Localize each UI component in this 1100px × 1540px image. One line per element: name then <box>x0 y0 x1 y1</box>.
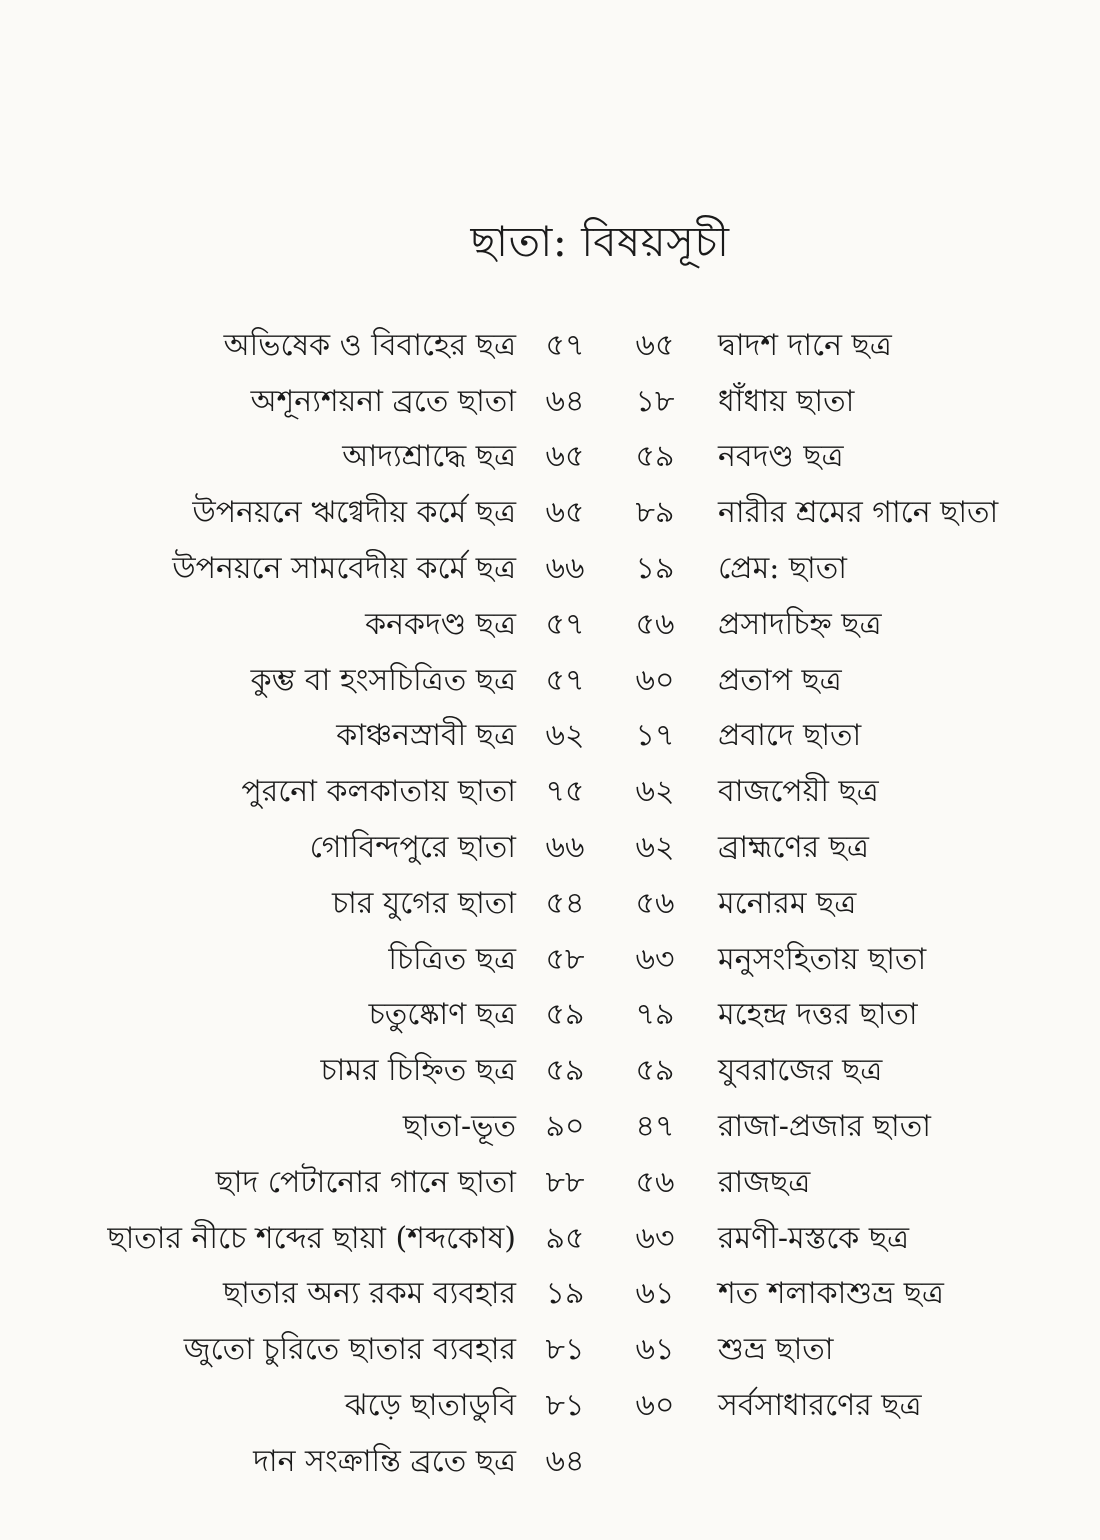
right-entry-title: প্রতাপ ছত্র <box>718 662 842 698</box>
left-entry-page: ৯০ <box>545 1109 585 1145</box>
right-entry-title: প্রসাদচিহ্ন ছত্র <box>718 606 882 642</box>
left-entry-title: পুরনো কলকাতায় ছাতা <box>241 774 516 810</box>
left-entry-page: ৫৭ <box>545 327 585 363</box>
right-entry-title: শুভ্র ছাতা <box>718 1332 834 1368</box>
right-entry-page: ৬২ <box>635 774 675 810</box>
left-entry-title: কুম্ভ বা হংসচিত্রিত ছত্র <box>250 662 516 698</box>
left-entry-page: ৮১ <box>545 1332 585 1368</box>
right-entry-page: ১৭ <box>635 718 675 754</box>
right-entry-title: যুবরাজের ছত্র <box>718 1053 883 1089</box>
right-entry-title: মহেন্দ্র দত্তর ছাতা <box>718 997 918 1033</box>
left-entry-title: ছাদ পেটানোর গানে ছাতা <box>215 1164 516 1200</box>
right-entry-title: ব্রাহ্মণের ছত্র <box>718 830 869 866</box>
right-entry-page: ৫৬ <box>635 885 675 921</box>
right-entry-page: ৬৩ <box>635 941 675 977</box>
left-entry-title: কনকদণ্ড ছত্র <box>365 606 516 642</box>
left-entry-title: উপনয়নে সামবেদীয় কর্মে ছত্র <box>172 551 516 587</box>
right-entry-title: নবদণ্ড ছত্র <box>718 439 844 475</box>
left-entry-title: উপনয়নে ঋগ্বেদীয় কর্মে ছত্র <box>192 495 516 531</box>
left-entry-page: ৬২ <box>545 718 585 754</box>
left-entry-title: গোবিন্দপুরে ছাতা <box>309 830 516 866</box>
left-entry-page: ৫৭ <box>545 662 585 698</box>
right-entry-title: শত শলাকাশুভ্র ছত্র <box>718 1276 944 1312</box>
left-entry-title: ছাতা-ভূত <box>402 1109 516 1145</box>
left-entry-title: ছাতার নীচে শব্দের ছায়া (শব্দকোষ) <box>107 1220 516 1256</box>
left-entry-title: চার যুগের ছাতা <box>331 885 516 921</box>
left-entry-page: ১৯ <box>545 1276 585 1312</box>
left-entry-title: দান সংক্রান্তি ব্রতে ছত্র <box>253 1443 516 1479</box>
right-entry-page: ৬২ <box>635 830 675 866</box>
right-entry-title: দ্বাদশ দানে ছত্র <box>718 327 892 363</box>
left-entry-page: ৬৫ <box>545 495 585 531</box>
left-entry-title: চিত্রিত ছত্র <box>388 941 516 977</box>
right-entry-page: ৮৯ <box>635 495 675 531</box>
left-entry-page: ৮৮ <box>545 1164 585 1200</box>
left-entry-title: জুতো চুরিতে ছাতার ব্যবহার <box>183 1332 516 1368</box>
left-entry-title: আদ্যশ্রাদ্ধে ছত্র <box>342 439 516 475</box>
left-entry-page: ৫৪ <box>545 885 585 921</box>
right-entry-title: ধাঁধায় ছাতা <box>718 383 855 419</box>
right-entry-title: নারীর শ্রমের গানে ছাতা <box>718 495 999 531</box>
right-entry-title: মনুসংহিতায় ছাতা <box>718 941 927 977</box>
left-entry-page: ৫৯ <box>545 997 585 1033</box>
right-entry-title: রমণী-মস্তকে ছত্র <box>718 1220 910 1256</box>
left-entry-title: চতুষ্কোণ ছত্র <box>368 997 516 1033</box>
right-entry-title: সর্বসাধারণের ছত্র <box>718 1388 922 1424</box>
left-entry-title: কাঞ্চনস্রাবী ছত্র <box>336 718 516 754</box>
left-entry-page: ৬৪ <box>545 1443 585 1479</box>
left-entry-page: ৭৫ <box>545 774 585 810</box>
left-entry-page: ৮১ <box>545 1388 585 1424</box>
left-entry-title: চামর চিহ্নিত ছত্র <box>320 1053 516 1089</box>
right-entry-title: বাজপেয়ী ছত্র <box>718 774 879 810</box>
left-entry-page: ৬৪ <box>545 383 585 419</box>
contents-index <box>0 318 1100 1490</box>
left-entry-title: অভিষেক ও বিবাহের ছত্র <box>223 327 516 363</box>
right-entry-page: ১৯ <box>635 551 675 587</box>
right-entry-page: ৬৩ <box>635 1220 675 1256</box>
right-entry-title: প্রবাদে ছাতা <box>718 718 862 754</box>
left-entry-page: ৬৬ <box>545 830 585 866</box>
left-entry-page: ৬৫ <box>545 439 585 475</box>
right-entry-title: প্রেম: ছাতা <box>718 551 847 587</box>
right-entry-page: ৫৯ <box>635 1053 675 1089</box>
right-entry-page: ৬১ <box>635 1276 675 1312</box>
right-entry-page: ৪৭ <box>635 1109 675 1145</box>
page-title: ছাতা: বিষয়সূচী <box>470 217 730 266</box>
right-entry-page: ৫৯ <box>635 439 675 475</box>
left-entry-page: ৬৬ <box>545 551 585 587</box>
left-entry-page: ৫৭ <box>545 606 585 642</box>
right-entry-page: ৬০ <box>635 1388 675 1424</box>
right-entry-title: মনোরম ছত্র <box>718 885 857 921</box>
right-entry-page: ৫৬ <box>635 606 675 642</box>
left-entry-title: ছাতার অন্য রকম ব্যবহার <box>223 1276 516 1312</box>
right-entry-title: রাজছত্র <box>718 1164 811 1200</box>
right-entry-page: ৬১ <box>635 1332 675 1368</box>
left-entry-page: ৫৯ <box>545 1053 585 1089</box>
left-entry-title: অশূন্যশয়না ব্রতে ছাতা <box>250 383 516 419</box>
right-entry-page: ৫৬ <box>635 1164 675 1200</box>
left-entry-page: ৫৮ <box>545 941 585 977</box>
left-entry-title: ঝড়ে ছাতাডুবি <box>344 1388 516 1424</box>
right-entry-page: ৭৯ <box>635 997 675 1033</box>
right-entry-page: ১৮ <box>635 383 675 419</box>
right-entry-page: ৬০ <box>635 662 675 698</box>
right-entry-title: রাজা-প্রজার ছাতা <box>718 1109 931 1145</box>
right-entry-page: ৬৫ <box>635 327 675 363</box>
left-entry-page: ৯৫ <box>545 1220 585 1256</box>
